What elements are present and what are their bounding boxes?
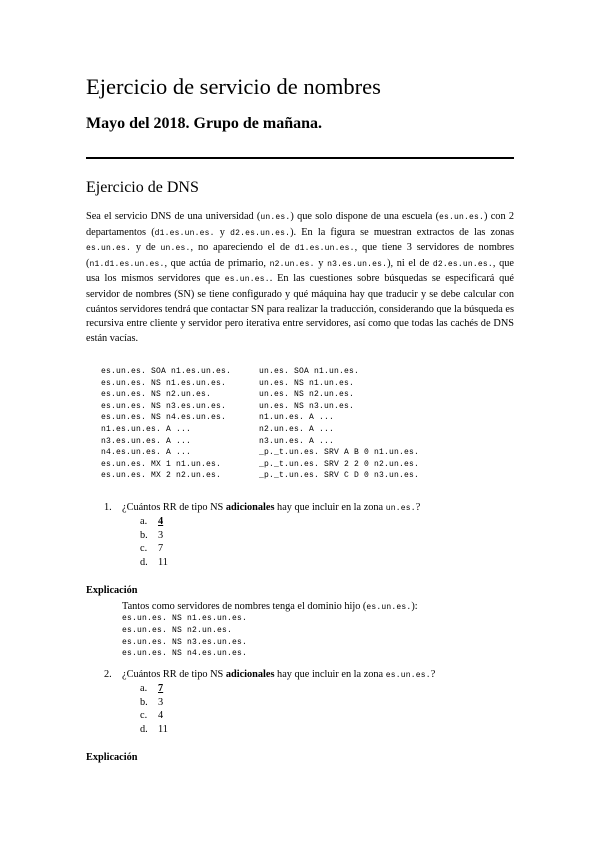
explanation-heading: Explicación [86, 585, 138, 596]
answer-option [140, 696, 220, 710]
answer-option [140, 709, 220, 723]
horizontal-rule [86, 157, 514, 159]
dns-record: es.un.es. NS n2.un.es. [101, 390, 212, 400]
dns-record: un.es. NS n2.un.es. [259, 390, 355, 400]
document-title: Ejercicio de servicio de nombres [86, 74, 381, 99]
option-letter: a. [140, 683, 148, 694]
dns-record: n4.es.un.es. A ... [101, 448, 192, 458]
option-value: 3 [158, 529, 164, 541]
option-value: 7 [158, 543, 164, 555]
dns-record: es.un.es. NS n1.es.un.es. [122, 614, 248, 623]
option-value: 11 [158, 723, 168, 735]
dns-record: es.un.es. NS n4.es.un.es. [101, 413, 227, 423]
option-letter: d. [140, 723, 148, 735]
question-text: ¿Cuántos RR de tipo NS adicionales hay que incluir en la zona un.es.? [122, 502, 421, 513]
option-letter: c. [140, 543, 148, 555]
option-letter: c. [140, 710, 148, 722]
option-letter: b. [140, 696, 148, 708]
question-number: 2. [104, 669, 112, 680]
dns-record: es.un.es. NS n1.es.un.es. [101, 378, 227, 388]
question-text: ¿Cuántos RR de tipo NS adicionales hay que incluir en la zona es.un.es.? [122, 669, 436, 680]
intro-paragraph [86, 210, 514, 346]
dns-record: _p._t.un.es. SRV C D 0 n3.un.es. [259, 471, 420, 481]
answer-option [140, 723, 220, 737]
dns-record: es.un.es. NS n4.es.un.es. [122, 649, 248, 659]
zone-extract-es-un-es [101, 366, 231, 482]
dns-record: un.es. NS n1.un.es. [259, 378, 355, 388]
correct-option-value: 4 [158, 516, 164, 527]
option-value: 4 [158, 710, 164, 722]
document-subtitle: Mayo del 2018. Grupo de mañana. [86, 115, 323, 132]
dns-record: _p._t.un.es. SRV 2 2 0 n2.un.es. [259, 459, 420, 469]
dns-record: es.un.es. MX 2 n2.un.es. [101, 471, 222, 481]
explanation-records [122, 613, 247, 660]
option-value: 11 [158, 556, 168, 568]
dns-record: un.es. NS n3.un.es. [259, 401, 355, 411]
dns-record: n3.un.es. A ... [259, 436, 335, 446]
question-1-options [140, 515, 220, 569]
dns-record: n1.es.un.es. A ... [101, 424, 192, 434]
option-letter: a. [140, 516, 148, 527]
answer-option [140, 556, 220, 570]
zone-extract-un-es [259, 366, 419, 482]
answer-option [140, 542, 220, 556]
correct-option-value: 7 [158, 683, 164, 694]
question-number: 1. [104, 502, 112, 513]
answer-option [140, 529, 220, 543]
answer-option [140, 682, 220, 696]
dns-record: es.un.es. NS n3.es.un.es. [101, 401, 227, 411]
explanation-text: Tantos como servidores de nombres tenga el dominio hijo (es.un.es.): [122, 601, 418, 612]
dns-record: n1.un.es. A ... [259, 413, 335, 423]
section-title: Ejercicio de DNS [86, 179, 199, 196]
explanation-heading-2: Explicación [86, 752, 138, 763]
dns-record: es.un.es. MX 1 n1.un.es. [101, 459, 222, 469]
dns-record: es.un.es. SOA n1.es.un.es. [101, 367, 232, 376]
dns-record: n3.es.un.es. A ... [101, 436, 192, 446]
option-letter: d. [140, 556, 148, 568]
dns-record: un.es. SOA n1.un.es. [259, 367, 360, 376]
answer-option [140, 515, 220, 529]
question-2-options [140, 682, 220, 736]
dns-record: es.un.es. NS n2.un.es. [122, 625, 233, 635]
dns-record: _p._t.un.es. SRV A B 0 n1.un.es. [259, 448, 420, 458]
option-letter: b. [140, 529, 148, 541]
dns-record: n2.un.es. A ... [259, 424, 335, 434]
option-value: 3 [158, 696, 164, 708]
intro-text: Sea el servicio DNS de una universidad (un.es.) que solo dispone de una escuela (es.un.es.) con 2 departamentos (d1.es.un.es. y d2.es.un.es.). En la figura se muestran extractos de las zonas es.un.es. y de un.es., no apareciendo el de d1.es.un.es., que tiene 3 servidores de nombres (n1.d1.es.un.es., que actúa de primario, n2.un.es. y n3.es.un.es.), ni el de d2.es.un.es., que usa los mismos servidores que es.un.es.. En las cuestiones sobre búsquedas se especificará qué servidor de nombres (SN) se tiene configurado y qué máquina hay que traducir y se debe calcular con cuántos servidores tendrá que contactar SN para realizar la traducción, considerando que la búsqueda es recursiva entre cliente y servidor pero iterativa entre servidores, así como que todas las cachés de DNS están vacías. [86, 211, 515, 344]
dns-record: es.un.es. NS n3.es.un.es. [122, 637, 248, 647]
